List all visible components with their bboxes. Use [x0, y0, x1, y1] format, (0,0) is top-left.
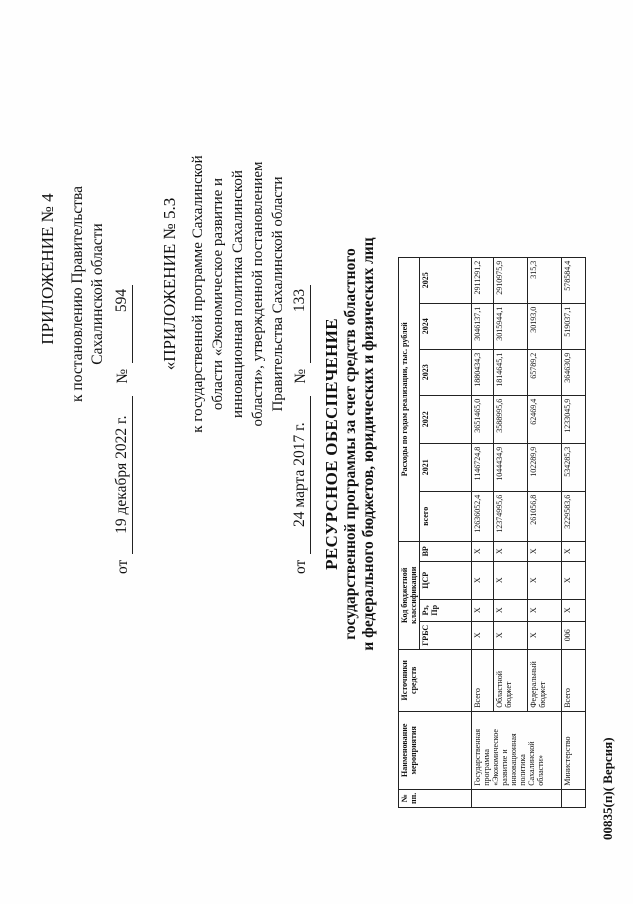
- cell-vr: Х: [494, 541, 528, 561]
- cell-2024: 519037,1: [562, 303, 586, 349]
- header-2023: 2023: [420, 349, 472, 395]
- appendix-53-title: «ПРИЛОЖЕНИЕ № 5.3: [160, 197, 179, 371]
- table-row: [562, 257, 586, 807]
- appendix-4-header: [38, 54, 133, 574]
- cell-2024: 3015944,1: [494, 303, 528, 349]
- cell-2022: 62469,4: [528, 395, 562, 443]
- cell-rzpr: Х: [494, 599, 528, 621]
- header-csr: ЦСР: [420, 561, 472, 599]
- appendix-4-title: ПРИЛОЖЕНИЕ № 4: [38, 193, 57, 345]
- cell-2022: 3588995,6: [494, 395, 528, 443]
- appendix-53-line5: Правительства Сахалинской области: [270, 176, 286, 412]
- cell-total: 12636052,4: [472, 491, 494, 541]
- cell-vr: Х: [562, 541, 586, 561]
- cell-2024: 30193,0: [528, 303, 562, 349]
- cell-csr: Х: [528, 561, 562, 599]
- header-budget-code: Код бюджетной классификации: [399, 541, 420, 649]
- appendix-53-line4: области», утвержденной постановлением: [250, 161, 266, 427]
- cell-csr: Х: [472, 561, 494, 599]
- number-label: №: [114, 368, 131, 384]
- from-label: от: [292, 559, 309, 574]
- number-label: №: [292, 368, 309, 384]
- title-line1: РЕСУРСНОЕ ОБЕСПЕЧЕНИЕ: [322, 318, 341, 570]
- cell-2024: 3046137,1: [472, 303, 494, 349]
- header-vr: ВР: [420, 541, 472, 561]
- header-num: № пп.: [399, 789, 472, 807]
- document-title: [322, 0, 378, 904]
- cell-2023: 65789,2: [528, 349, 562, 395]
- header-2025: 2025: [420, 257, 472, 303]
- appendix-53-header: [160, 54, 311, 574]
- header-rzpr: Рз, Пр: [420, 599, 472, 621]
- cell-num: [472, 789, 562, 807]
- appendix-4-date-row: [112, 54, 133, 574]
- appendix-53-line1: к государственной программе Сахалинской: [190, 155, 206, 433]
- appendix-4-line1: к постановлению Правительства: [69, 186, 86, 402]
- cell-2021: 1146724,8: [472, 443, 494, 491]
- appendix-53-date: 24 марта 2017 г.: [290, 396, 311, 554]
- cell-2025: 315,3: [528, 257, 562, 303]
- cell-grbs: Х: [472, 621, 494, 649]
- appendix-53-line3: инновационная политика Сахалинской: [230, 170, 246, 418]
- title-line3: и федерального бюджетов, юридических и физических лиц: [360, 237, 377, 651]
- cell-grbs: 006: [562, 621, 586, 649]
- cell-source: Всего: [472, 649, 494, 711]
- cell-rzpr: Х: [528, 599, 562, 621]
- from-label: от: [114, 559, 131, 574]
- cell-2022: 3651465,0: [472, 395, 494, 443]
- cell-total: 261056,8: [528, 491, 562, 541]
- title-line2: государственной программы за счет средств областного: [342, 248, 359, 640]
- cell-rzpr: Х: [472, 599, 494, 621]
- cell-2023: 1880434,3: [472, 349, 494, 395]
- cell-grbs: Х: [494, 621, 528, 649]
- appendix-4-number: 594: [112, 285, 133, 363]
- cell-2021: 102289,9: [528, 443, 562, 491]
- header-2021: 2021: [420, 443, 472, 491]
- cell-source: Областной бюджет: [494, 649, 528, 711]
- cell-2025: 2911291,2: [472, 257, 494, 303]
- appendix-4-line2: Сахалинской области: [89, 223, 106, 365]
- cell-total: 3229583,6: [562, 491, 586, 541]
- cell-source: Федеральный бюджет: [528, 649, 562, 711]
- cell-executor: Министерство: [562, 711, 586, 789]
- appendix-53-number: 133: [290, 285, 311, 363]
- cell-2025: 578584,4: [562, 257, 586, 303]
- cell-source: Всего: [562, 649, 586, 711]
- cell-num: [562, 789, 586, 807]
- header-total: всего: [420, 491, 472, 541]
- header-2024: 2024: [420, 303, 472, 349]
- cell-2021: 1044434,9: [494, 443, 528, 491]
- cell-vr: Х: [472, 541, 494, 561]
- cell-csr: Х: [494, 561, 528, 599]
- footer-version: 00835(п)( Версия): [600, 737, 615, 840]
- header-name: Наименование мероприятия: [399, 711, 472, 789]
- header-2022: 2022: [420, 395, 472, 443]
- resource-table: [398, 257, 586, 808]
- header-expenses: Расходы по годам реализации, тыс. рублей: [399, 257, 420, 541]
- appendix-53-date-row: [290, 54, 311, 574]
- cell-2023: 364630,9: [562, 349, 586, 395]
- table-row: [472, 257, 494, 807]
- cell-csr: Х: [562, 561, 586, 599]
- cell-rzpr: Х: [562, 599, 586, 621]
- header-grbs: ГРБС: [420, 621, 472, 649]
- appendix-53-line2: области «Экономическое развитие и: [210, 177, 226, 411]
- cell-2022: 1233045,9: [562, 395, 586, 443]
- cell-grbs: Х: [528, 621, 562, 649]
- cell-program-name: Государственная программа «Экономическое развитие и инновационная политика Сахалинской области»: [472, 711, 562, 789]
- cell-vr: Х: [528, 541, 562, 561]
- cell-2021: 534285,3: [562, 443, 586, 491]
- cell-2025: 2910975,9: [494, 257, 528, 303]
- cell-2023: 1814645,1: [494, 349, 528, 395]
- header-source: Источники средств: [399, 649, 472, 711]
- cell-total: 12374995,6: [494, 491, 528, 541]
- appendix-4-date: 19 декабря 2022 г.: [112, 396, 133, 554]
- table-body: [472, 257, 586, 807]
